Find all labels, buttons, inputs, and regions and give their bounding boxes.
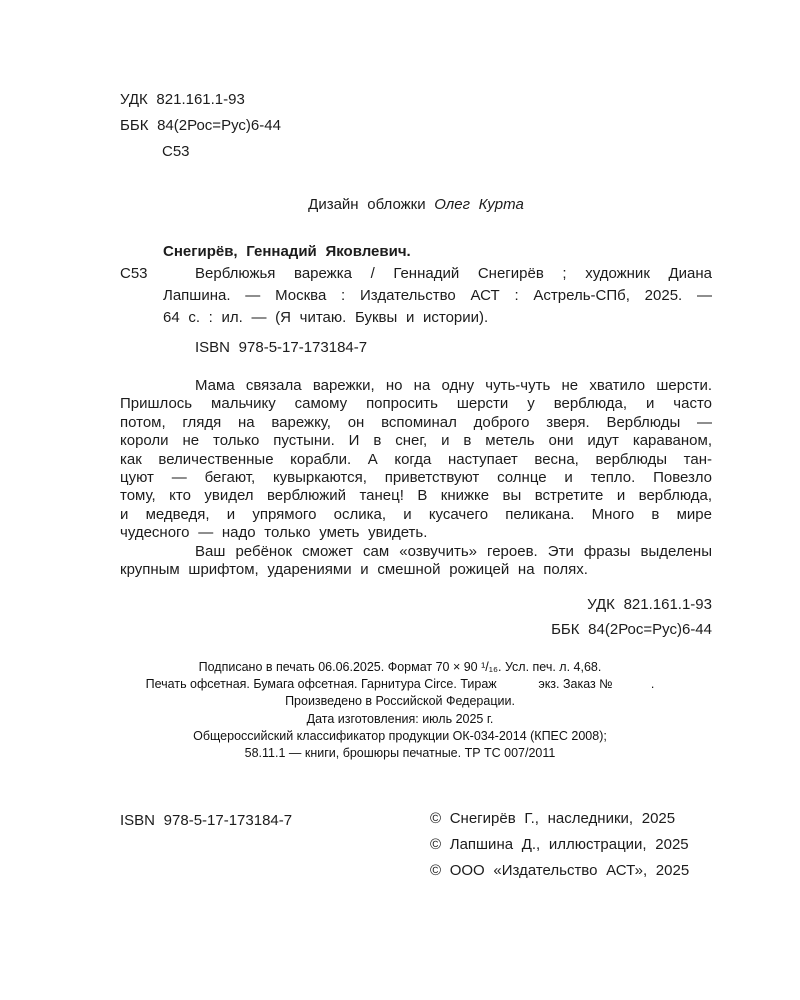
text-line: Мама связала варежки, но на одну чуть-чуть не хватило шерсти. [195, 377, 712, 394]
text-line: как величественные корабли. А когда наступает весна, верблюды тан- [120, 450, 712, 468]
text-line: © Снегирёв Г., наследники, 2025 [430, 810, 676, 827]
copyright-block [430, 806, 689, 884]
text-line: Печать офсетная. Бумага офсетная. Гарнитура Circe. Тираж экз. Заказ № . [145, 677, 655, 692]
annotation-paragraph-2 [120, 543, 712, 580]
cover-design-credit [120, 196, 712, 213]
text-line: Произведено в Российской Федерации. [285, 694, 515, 709]
bibliographic-entry [120, 263, 712, 329]
catalog-entry [120, 241, 712, 329]
udk-code-bottom: УДК 821.161.1-93 [587, 596, 712, 613]
text-line: Дата изготовления: июль 2025 г. [306, 711, 494, 726]
isbn-number-bottom: ISBN 978-5-17-173184-7 [120, 812, 293, 829]
text-line: © ООО «Издательство АСТ», 2025 [430, 862, 690, 879]
classification-codes-top [120, 87, 281, 165]
printing-info [0, 659, 800, 762]
text-line: тому, кто увидел верблюжий танец! В книжке вы встретите и верблюда, [120, 487, 712, 505]
text-line: Подписано в печать 06.06.2025. Формат 70 × 90 ¹/₁₆. Усл. печ. л. 4,68. [198, 660, 602, 674]
text-line: Верблюжья варежка / Геннадий Снегирёв ; художник Диана [195, 265, 712, 282]
bbk-code-bottom: ББК 84(2Рос=Рус)6-44 [551, 621, 712, 638]
bibliographic-description [163, 263, 712, 329]
annotation [120, 377, 712, 579]
author-sign: С53 [162, 143, 190, 160]
text-line: короли не только пустыни. И в снег, и в метель они идут караваном, [120, 432, 712, 450]
classification-codes-bottom [551, 592, 712, 642]
text-line: Пришлось мальчику самому попросить шерсти у верблюда, и часто [120, 395, 712, 413]
designer-name: Олег Курта [434, 196, 524, 213]
text-line: © Лапшина Д., иллюстрации, 2025 [430, 836, 689, 853]
author-heading: Снегирёв, Геннадий Яковлевич. [163, 243, 411, 260]
text-line: потом, глядя на варежку, он вспоминал доброго зверя. Верблюды — [120, 413, 712, 431]
udk-code: УДК 821.161.1-93 [120, 91, 245, 108]
bbk-code: ББК 84(2Рос=Рус)6-44 [120, 117, 281, 134]
credit-label: Дизайн обложки [308, 196, 426, 213]
isbn-number: ISBN 978-5-17-173184-7 [195, 339, 368, 356]
author-sign-entry: С53 [120, 265, 148, 282]
text-line: и медведя, и упрямого ослика, и кусачего пеликана. Много в мире [120, 505, 712, 523]
text-line: Ваш ребёнок сможет сам «озвучить» героев. Эти фразы выделены [195, 542, 712, 560]
text-line: 58.11.1 — книги, брошюры печатные. ТР ТС 007/2011 [244, 746, 556, 761]
text-line: 64 с. : ил. — (Я читаю. Буквы и истории). [163, 309, 489, 326]
text-line: Общероссийский классификатор продукции ОК-034-2014 (КПЕС 2008); [193, 728, 607, 743]
text-line: чудесного — надо только уметь увидеть. [120, 524, 428, 542]
annotation-paragraph-1 [120, 377, 712, 543]
text-line: крупным шрифтом, ударениями и смешной рожицей на полях. [120, 561, 588, 579]
text-line: Лапшина. — Москва : Издательство АСТ : Астрель-СПб, 2025. — [163, 287, 712, 304]
text-line: цуют — бегают, кувыркаются, приветствуют солнце и тепло. Повезло [120, 469, 712, 487]
